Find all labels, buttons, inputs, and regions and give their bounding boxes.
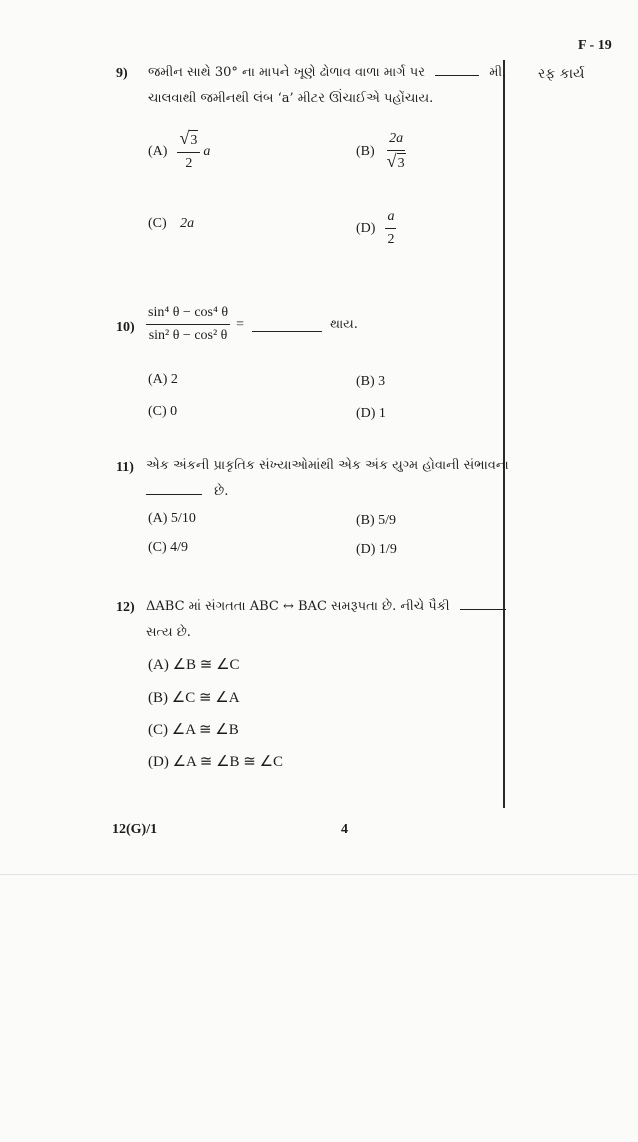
- question-12-option-d: (D) ∠A ≅ ∠B ≅ ∠C: [148, 754, 284, 770]
- rough-work-label: રફ કાર્ય: [538, 66, 585, 82]
- question-12-text: [146, 594, 502, 646]
- question-12-line1: ΔABC માં સંગતતા ABC ↔ BAC સમરૂપતા છે. નીચે પૈકી: [146, 599, 450, 614]
- question-12-number: 12): [116, 600, 135, 615]
- question-11-line1: એક અંકની પ્રાકૃતિક સંખ્યાઓમાંથી એક અંક યુગ્મ હોવાની સંભાવના: [146, 458, 509, 473]
- question-9-option-a: (A) √ 3 2 a: [148, 128, 210, 175]
- question-9-text: [148, 60, 507, 112]
- page-number: 4: [341, 822, 348, 837]
- margin-divider: [503, 60, 505, 808]
- answer-blank: [435, 74, 479, 76]
- page-code: F - 19: [578, 38, 612, 53]
- question-12-option-b: (B) ∠C ≅ ∠A: [148, 690, 240, 706]
- page-edge-line: [0, 874, 638, 875]
- question-10-expression: $\frac{\text{sin⁴ θ − cos⁴ θ}}{\text{sin² θ − cos² θ}}$ = થાય.: [146, 302, 358, 347]
- question-10-option-b: (B) 3: [356, 374, 386, 389]
- question-9-option-c: (C) 2a: [148, 216, 195, 231]
- question-10-option-d: (D) 1: [356, 406, 386, 421]
- answer-blank: [252, 330, 322, 332]
- fraction: √ 3 2: [177, 128, 200, 175]
- question-11-number: 11): [116, 460, 134, 475]
- answer-blank: [146, 493, 202, 495]
- fraction: $\frac{a}{2}$: [385, 206, 396, 251]
- question-9-unit: મી.: [489, 65, 507, 80]
- question-9-option-b: (B) 2a √ 3: [356, 128, 408, 175]
- question-12-option-c: (C) ∠A ≅ ∠B: [148, 722, 239, 738]
- question-11-option-c: (C) 4/9: [148, 540, 189, 555]
- question-9-option-d: (D) $\frac{a}{2}$: [356, 206, 396, 251]
- paper-code: 12(G)/1: [112, 822, 158, 837]
- question-11-text: [146, 453, 509, 505]
- question-11-option-a: (A) 5/10: [148, 511, 196, 526]
- question-9-line1: જમીન સાથે 30° ના માપને ખૂણે ઢોળાવ વાળા માર્ગ પર: [148, 65, 425, 80]
- question-9-line2: ચાલવાથી જમીનથી લંબ ‘a’ મીટર ઊંચાઈએ પહોંચાય.: [148, 91, 434, 106]
- question-11-line2: છે.: [214, 484, 229, 499]
- question-10-option-c: (C) 0: [148, 404, 178, 419]
- question-11-option-d: (D) 1/9: [356, 542, 397, 557]
- fraction: 2a √ 3: [385, 128, 408, 175]
- question-10-option-a: (A) 2: [148, 372, 178, 387]
- question-12-option-a: (A) ∠B ≅ ∠C: [148, 657, 240, 673]
- question-9-number: 9): [116, 66, 128, 81]
- answer-blank: [460, 608, 506, 610]
- fraction: $\frac{\text{sin⁴ θ − cos⁴ θ}}{\text{sin² θ − cos² θ}}$: [146, 302, 230, 347]
- question-11-option-b: (B) 5/9: [356, 513, 397, 528]
- question-12-line2: સત્ય છે.: [146, 625, 191, 640]
- question-10-number: 10): [116, 320, 135, 335]
